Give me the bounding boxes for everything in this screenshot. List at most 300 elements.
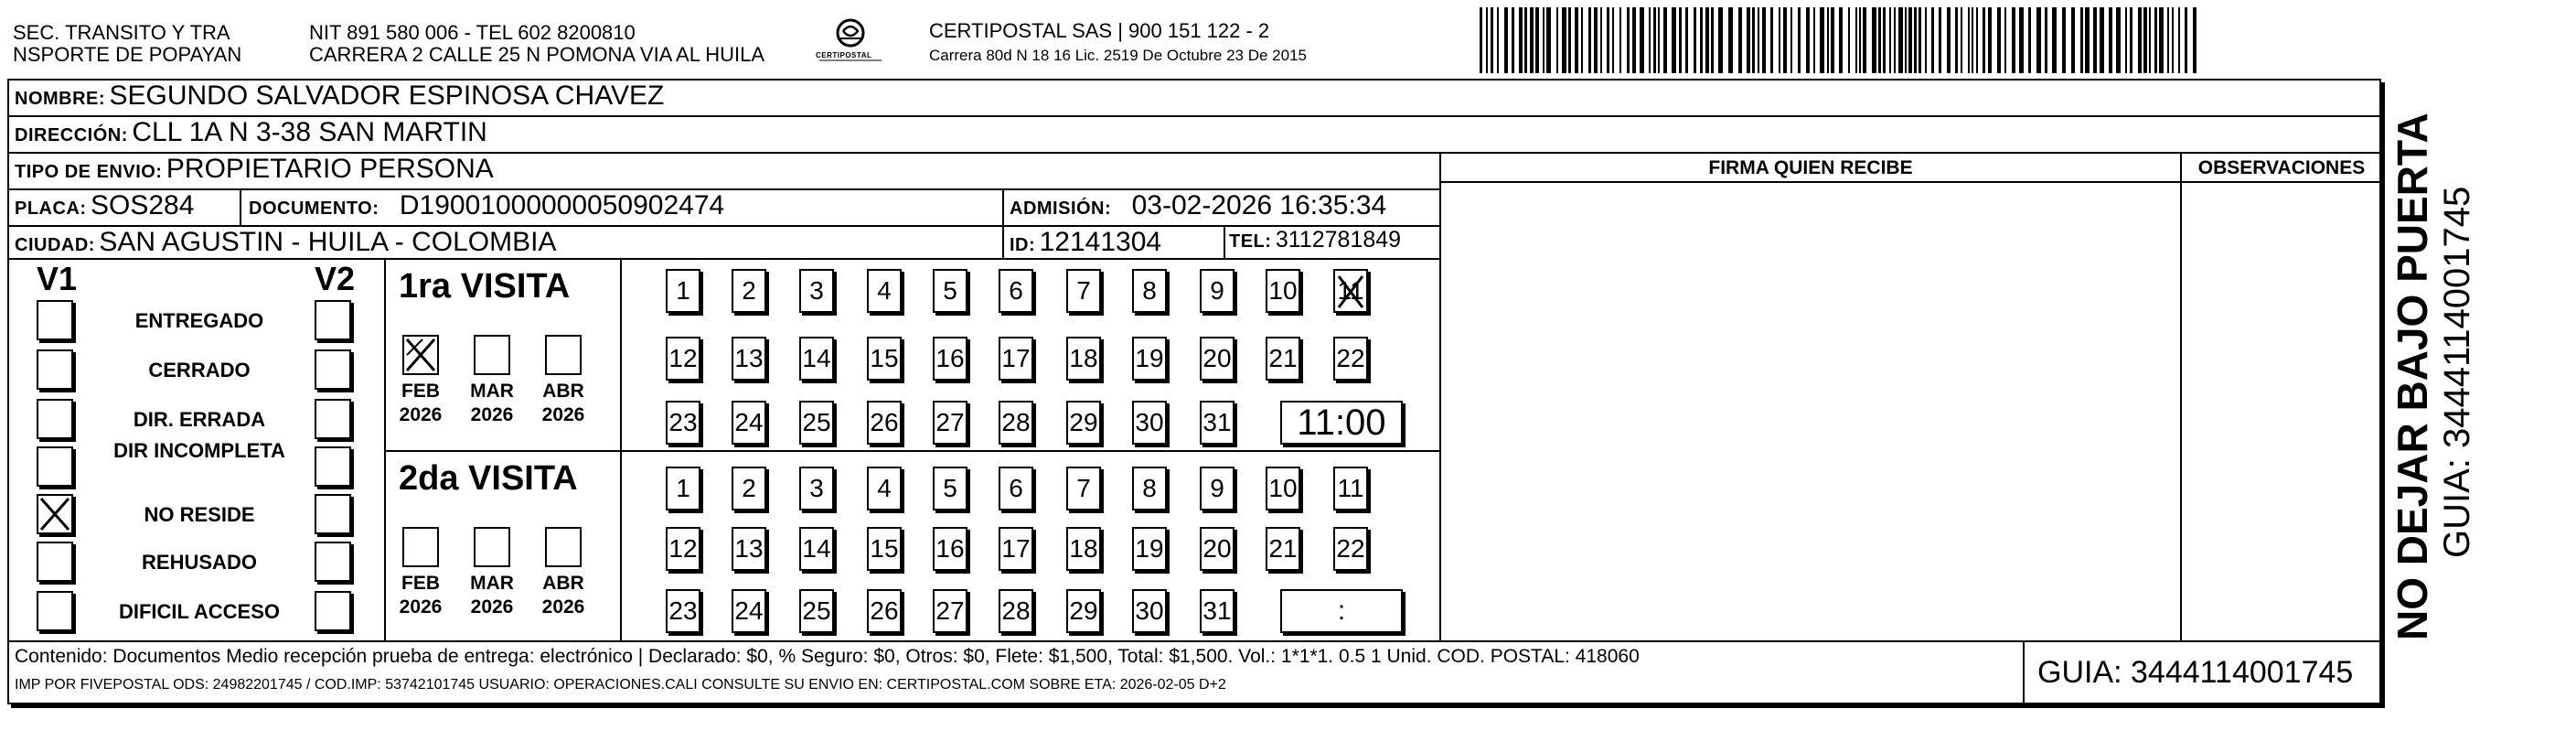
barcode-bar (1607, 7, 1609, 73)
barcode-bar (1679, 7, 1682, 73)
day-number: 1 (676, 474, 690, 502)
day-box[interactable] (1333, 337, 1368, 381)
barcode-bar (1831, 7, 1834, 73)
day-number: 17 (1001, 534, 1031, 563)
entity-name-line1: SEC. TRANSITO Y TRA (13, 21, 230, 44)
barcode-bar (1894, 7, 1896, 73)
barcode-bar (2028, 7, 2031, 73)
barcode-bar (1738, 7, 1742, 73)
placa-value: SOS284 (91, 190, 195, 220)
barcode-bar (1925, 7, 1927, 73)
day-number: 23 (668, 408, 698, 436)
footer-guia: GUIA: 3444114001745 (2037, 655, 2354, 690)
barcode-bar (2154, 7, 2157, 73)
barcode-bar (1898, 7, 1903, 73)
direccion-row (15, 117, 487, 148)
day-box[interactable] (867, 401, 902, 445)
tel-row (1229, 227, 1401, 253)
barcode-bar (1711, 7, 1714, 73)
day-number: 11 (1337, 474, 1364, 502)
firma-header: FIRMA QUIEN RECIBE (1708, 157, 1913, 178)
divider (1002, 188, 1004, 258)
barcode-bar (1848, 7, 1850, 73)
day-box[interactable] (799, 337, 834, 381)
day-box[interactable] (867, 467, 902, 510)
visita-1-title: 1ra VISITA (399, 267, 571, 306)
month-year: 2026 (399, 596, 443, 618)
day-box[interactable] (1066, 401, 1101, 445)
frame-shadow-bottom (11, 703, 2385, 708)
divider (240, 188, 241, 225)
barcode-bar (1813, 7, 1815, 73)
day-number: 28 (1001, 408, 1031, 436)
day-number: 22 (1336, 344, 1365, 372)
barcode-bar (1546, 7, 1551, 73)
barcode-bar (1519, 7, 1523, 73)
day-box[interactable] (1066, 527, 1101, 571)
barcode-bar (1658, 7, 1660, 73)
barcode-bar (1543, 7, 1545, 73)
barcode-bar (1524, 7, 1527, 73)
day-number: 20 (1202, 534, 1232, 563)
barcode-bar (2012, 7, 2015, 73)
day-box[interactable] (867, 269, 902, 313)
barcode-bar (1491, 7, 1493, 73)
license-line: Carrera 80d N 18 16 Lic. 2519 De Octubre 23 De 2015 (929, 47, 1307, 64)
status-v2-checkbox[interactable] (315, 542, 351, 582)
day-box[interactable] (933, 527, 967, 571)
month-checkbox[interactable] (402, 335, 439, 375)
day-number: 29 (1069, 408, 1098, 436)
day-box[interactable] (732, 401, 766, 445)
barcode-bar (1747, 7, 1750, 73)
day-number: 4 (877, 276, 892, 305)
side-guia: GUIA: 3444114001745 (2437, 186, 2477, 558)
status-v1-checkbox[interactable] (37, 300, 73, 340)
day-number: 27 (935, 596, 965, 625)
barcode-bar (2052, 7, 2057, 73)
day-box[interactable] (666, 269, 700, 313)
divider (2023, 640, 2025, 704)
day-number: 25 (802, 408, 831, 436)
barcode-bar (1820, 7, 1824, 73)
barcode-bar (2080, 7, 2083, 73)
barcode-bar (2149, 7, 2151, 73)
barcode-bar (1694, 7, 1696, 73)
day-box[interactable] (999, 337, 1033, 381)
barcode-bar (2125, 7, 2127, 73)
day-number: 6 (1009, 474, 1023, 502)
barcode-bar (1806, 7, 1810, 73)
barcode-bar (1705, 7, 1709, 73)
day-number: 5 (943, 474, 957, 502)
barcode-bar (2109, 7, 2112, 73)
company-name: CERTIPOSTAL SAS | 900 151 122 - 2 (929, 19, 1270, 42)
logo-text: CERTIPOSTAL (816, 51, 872, 59)
day-box[interactable] (1333, 527, 1368, 571)
no-dejar-bajo-puerta: NO DEJAR BAJO PUERTA (2389, 113, 2436, 640)
barcode-bar (1905, 7, 1907, 73)
month-year: 2026 (541, 596, 585, 618)
barcode-bar (1863, 7, 1866, 73)
day-box[interactable] (666, 467, 700, 510)
divider (384, 450, 1439, 452)
status-v1-checkbox[interactable] (37, 399, 73, 439)
day-number: 6 (1009, 276, 1023, 305)
day-box[interactable] (1066, 337, 1101, 381)
id-value: 12141304 (1039, 227, 1162, 257)
day-number: 2 (742, 276, 756, 305)
day-box[interactable] (799, 527, 834, 571)
barcode-bar (1653, 7, 1656, 73)
month-checkbox[interactable] (545, 527, 582, 567)
day-number: 21 (1268, 344, 1298, 372)
status-label: CERRADO (148, 359, 251, 381)
day-number: 14 (802, 534, 831, 563)
day-number: 30 (1135, 596, 1164, 625)
admision-row (1010, 190, 1386, 221)
month-checkbox[interactable] (474, 335, 510, 375)
signature-area[interactable] (1441, 183, 2180, 640)
status-label: NO RESIDE (144, 503, 255, 526)
barcode-bar (1672, 7, 1676, 73)
day-box[interactable] (1066, 467, 1101, 510)
day-box[interactable] (1132, 401, 1167, 445)
status-v2-checkbox[interactable] (315, 446, 351, 487)
barcode-bar (1855, 7, 1857, 73)
day-number: 15 (870, 344, 899, 372)
barcode-bar (2185, 7, 2187, 73)
day-box[interactable] (999, 467, 1033, 510)
barcode-bar (1997, 7, 2001, 73)
barcode-bar (1562, 7, 1566, 73)
day-box[interactable] (1200, 401, 1235, 445)
address-line: CARRERA 2 CALLE 25 N POMONA VIA AL HUILA (309, 43, 765, 66)
day-box[interactable] (1132, 467, 1167, 510)
status-v1-checkbox[interactable] (37, 591, 73, 631)
day-box[interactable] (1132, 269, 1167, 313)
day-number: 9 (1210, 474, 1224, 502)
day-box[interactable] (799, 269, 834, 313)
divider (7, 258, 1439, 260)
day-box[interactable] (999, 589, 1033, 633)
status-v2-checkbox[interactable] (315, 494, 351, 534)
barcode-bar (2167, 7, 2169, 73)
day-number: 29 (1069, 596, 1098, 625)
status-v1-checkbox[interactable] (37, 542, 73, 582)
day-number: 26 (870, 596, 899, 625)
day-box[interactable] (867, 527, 902, 571)
day-box[interactable] (933, 401, 967, 445)
barcode-bar (1827, 7, 1829, 73)
day-box[interactable] (1200, 337, 1235, 381)
day-box[interactable] (999, 269, 1033, 313)
day-box[interactable] (799, 589, 834, 633)
status-label: DIFICIL ACCESO (118, 600, 280, 623)
status-v2-checkbox[interactable] (315, 300, 351, 340)
day-box[interactable] (1066, 589, 1101, 633)
barcode (1480, 7, 2200, 73)
nombre-label: NOMBRE: (15, 89, 106, 109)
certipostal-logo (814, 15, 887, 70)
day-box[interactable] (1266, 467, 1300, 510)
barcode-bar (2004, 7, 2006, 73)
visita-2-title: 2da VISITA (399, 459, 578, 498)
day-box[interactable] (1132, 589, 1167, 633)
day-number: 24 (734, 596, 764, 625)
barcode-bar (1480, 7, 1482, 73)
barcode-bar (1961, 7, 1962, 73)
barcode-bar (1919, 7, 1921, 73)
barcode-bar (1889, 7, 1891, 73)
day-number: 18 (1069, 344, 1098, 372)
barcode-bar (1556, 7, 1558, 73)
day-box[interactable] (933, 337, 967, 381)
barcode-bar (1752, 7, 1755, 73)
day-number: 13 (734, 534, 764, 563)
barcode-bar (1685, 7, 1688, 73)
barcode-bar (2178, 7, 2180, 73)
barcode-bar (1908, 7, 1912, 73)
tipo-envio-label: TIPO DE ENVIO: (15, 162, 163, 182)
day-number: 19 (1135, 344, 1164, 372)
day-number: 25 (802, 596, 831, 625)
day-number: 28 (1001, 596, 1031, 625)
barcode-bar (1627, 7, 1630, 73)
barcode-bar (1530, 7, 1534, 73)
barcode-bar (2100, 7, 2104, 73)
status-v1-checkbox[interactable] (37, 349, 73, 390)
divider (7, 640, 2381, 642)
day-number: 12 (668, 344, 698, 372)
status-label: DIR. ERRADA (133, 408, 266, 431)
day-box[interactable] (1200, 467, 1235, 510)
day-box[interactable] (666, 589, 700, 633)
barcode-bar (1762, 7, 1766, 73)
day-box[interactable] (1333, 269, 1368, 313)
tel-label: TEL: (1229, 231, 1272, 252)
day-number: 31 (1202, 596, 1232, 625)
day-box[interactable] (999, 527, 1033, 571)
day-box[interactable] (732, 527, 766, 571)
direccion-value: CLL 1A N 3-38 SAN MARTIN (132, 117, 487, 147)
month-year: 2026 (470, 404, 514, 425)
barcode-bar (1955, 7, 1958, 73)
day-box[interactable] (1266, 527, 1300, 571)
barcode-bar (2062, 7, 2066, 73)
day-number: 3 (809, 474, 824, 502)
time-box[interactable]: 11:00 (1280, 401, 1403, 445)
day-number: 24 (734, 408, 764, 436)
barcode-bar (1983, 7, 1985, 73)
day-number: 15 (870, 534, 899, 563)
barcode-bar (1859, 7, 1861, 73)
month-checkbox[interactable] (545, 335, 582, 375)
day-box[interactable] (933, 589, 967, 633)
day-box[interactable] (1266, 337, 1300, 381)
day-box[interactable] (1132, 337, 1167, 381)
direccion-label: DIRECCIÓN: (15, 125, 128, 145)
divider (1224, 225, 1225, 258)
day-box[interactable] (1200, 589, 1235, 633)
barcode-bar (1988, 7, 1992, 73)
status-v2-checkbox[interactable] (315, 399, 351, 439)
v1-header: V1 (37, 260, 78, 297)
ciudad-row (15, 227, 557, 258)
barcode-bar (2116, 7, 2121, 73)
barcode-bar (1718, 7, 1723, 73)
day-box[interactable] (867, 589, 902, 633)
month-name: MAR (470, 381, 514, 402)
day-number: 3 (809, 276, 824, 305)
day-box[interactable] (933, 269, 967, 313)
day-box[interactable] (732, 467, 766, 510)
day-box[interactable] (666, 527, 700, 571)
day-box[interactable] (1132, 527, 1167, 571)
day-number: 17 (1001, 344, 1031, 372)
status-v2-checkbox[interactable] (315, 349, 351, 390)
barcode-bar (2019, 7, 2024, 73)
day-box[interactable] (1200, 527, 1235, 571)
barcode-bar (1486, 7, 1488, 73)
barcode-bar (1779, 7, 1780, 73)
nombre-row (15, 81, 664, 112)
entity-name-line2: NSPORTE DE POPAYAN (13, 43, 242, 66)
day-number: 16 (935, 534, 965, 563)
status-label: ENTREGADO (134, 309, 264, 332)
barcode-bar (1588, 7, 1591, 73)
barcode-bar (1914, 7, 1917, 73)
barcode-bar (1497, 7, 1499, 73)
barcode-bar (1976, 7, 1978, 73)
nit-line: NIT 891 580 006 - TEL 602 8200810 (309, 21, 636, 44)
day-number: 5 (943, 276, 957, 305)
barcode-bar (1872, 7, 1876, 73)
day-number: 7 (1076, 474, 1091, 502)
day-box[interactable] (732, 589, 766, 633)
barcode-bar (1790, 7, 1792, 73)
day-number: 19 (1135, 534, 1164, 563)
barcode-bar (1568, 7, 1571, 73)
barcode-bar (1504, 7, 1508, 73)
barcode-bar (2085, 7, 2090, 73)
admision-label: ADMISIÓN: (1010, 199, 1112, 219)
observaciones-header: OBSERVACIONES (2197, 157, 2366, 178)
day-box[interactable] (799, 467, 834, 510)
divider (620, 258, 622, 640)
day-box[interactable] (799, 401, 834, 445)
barcode-bar (1770, 7, 1773, 73)
nombre-value: SEGUNDO SALVADOR ESPINOSA CHAVEZ (109, 81, 665, 111)
day-box[interactable] (867, 337, 902, 381)
day-box[interactable] (732, 337, 766, 381)
day-number: 10 (1268, 474, 1298, 502)
day-number: 1 (676, 276, 690, 305)
day-box[interactable] (666, 337, 700, 381)
divider (384, 258, 386, 640)
ciudad-value: SAN AGUSTIN - HUILA - COLOMBIA (99, 227, 557, 257)
status-v1-checkbox[interactable] (37, 494, 73, 534)
day-box[interactable] (1266, 269, 1300, 313)
month-name: ABR (542, 573, 584, 594)
time-box[interactable]: : (1280, 589, 1403, 633)
month-name: ABR (542, 381, 584, 402)
barcode-bar (2172, 7, 2174, 73)
v2-header: V2 (315, 260, 356, 297)
barcode-bar (1878, 7, 1881, 73)
day-box[interactable] (1066, 269, 1101, 313)
month-checkbox[interactable] (474, 527, 510, 567)
day-box[interactable] (1200, 269, 1235, 313)
barcode-bar (2130, 7, 2132, 73)
barcode-bar (1939, 7, 1941, 73)
day-box[interactable] (933, 467, 967, 510)
day-number: 8 (1142, 276, 1157, 305)
observations-area[interactable] (2182, 183, 2381, 640)
barcode-bar (1728, 7, 1733, 73)
month-name: FEB (401, 573, 440, 594)
month-checkbox[interactable] (402, 527, 439, 567)
status-label: REHUSADO (142, 551, 257, 574)
ciudad-label: CIUDAD: (15, 235, 95, 255)
day-number: 20 (1202, 344, 1232, 372)
barcode-bar (1612, 7, 1614, 73)
day-box[interactable] (999, 401, 1033, 445)
footer-imp-line: IMP POR FIVEPOSTAL ODS: 24982201745 / COD.IMP: 53742101745 USUARIO: OPERACIONES.CALI CONSULTE SU ENVIO EN: CERTIPOSTAL.COM SOBRE ETA: 2026-02-05 D+2 (15, 677, 1226, 693)
day-box[interactable] (666, 401, 700, 445)
month-year: 2026 (470, 596, 514, 618)
status-v1-checkbox[interactable] (37, 446, 73, 487)
barcode-bar (1594, 7, 1598, 73)
day-number: 2 (742, 474, 756, 502)
barcode-bar (2138, 7, 2142, 73)
month-year: 2026 (399, 404, 443, 425)
barcode-bar (1783, 7, 1787, 73)
barcode-bar (1972, 7, 1973, 73)
id-row (1010, 227, 1161, 258)
barcode-bar (2193, 7, 2197, 73)
day-box[interactable] (1333, 467, 1368, 510)
barcode-bar (1883, 7, 1886, 73)
barcode-bar (1619, 7, 1621, 73)
day-number: 7 (1076, 276, 1091, 305)
barcode-bar (1798, 7, 1801, 73)
barcode-bar (1931, 7, 1934, 73)
barcode-bar (1947, 7, 1951, 73)
documento-row (249, 190, 724, 221)
day-number: 4 (877, 474, 892, 502)
status-v2-checkbox[interactable] (315, 591, 351, 631)
placa-row (15, 190, 194, 221)
day-number: 23 (668, 596, 698, 625)
day-number: 21 (1268, 534, 1298, 563)
barcode-bar (1758, 7, 1759, 73)
day-box[interactable] (732, 269, 766, 313)
day-number: 18 (1069, 534, 1098, 563)
day-number: 31 (1202, 408, 1232, 436)
admision-value: 03-02-2026 16:35:34 (1131, 190, 1387, 220)
day-number: 22 (1336, 534, 1365, 563)
barcode-bar (1663, 7, 1667, 73)
barcode-bar (1700, 7, 1703, 73)
day-number: 10 (1268, 276, 1298, 305)
barcode-bar (2045, 7, 2047, 73)
barcode-bar (1632, 7, 1636, 73)
barcode-bar (2071, 7, 2075, 73)
barcode-bar (2143, 7, 2147, 73)
tel-value: 3112781849 (1275, 227, 1402, 252)
barcode-bar (1640, 7, 1644, 73)
